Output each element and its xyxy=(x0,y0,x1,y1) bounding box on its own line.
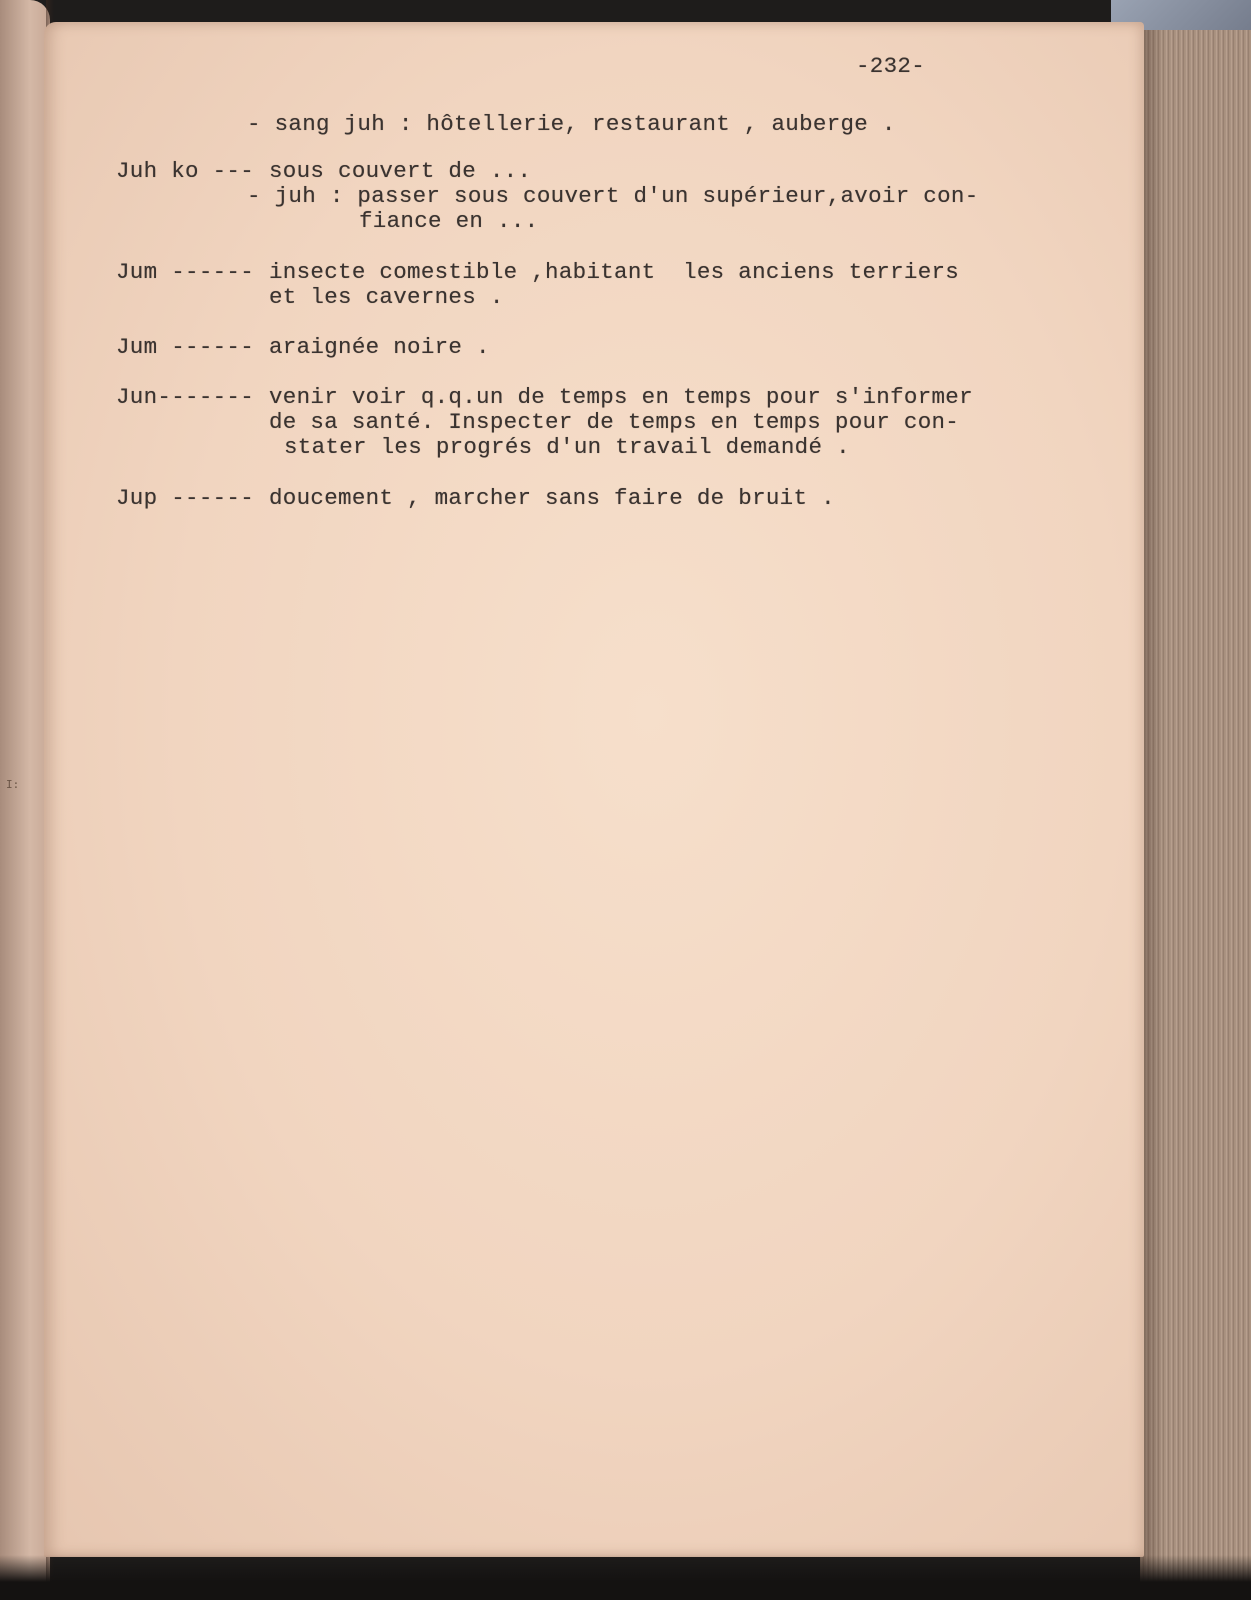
entry-headword: Jum ------ xyxy=(116,334,255,360)
entry-headword: Juh ko --- xyxy=(116,158,255,184)
entry-headword: Jum ------ xyxy=(116,259,255,285)
entry-line: doucement , marcher sans faire de bruit . xyxy=(269,485,835,511)
entry-line: fiance en ... xyxy=(359,208,539,234)
previous-page-edge xyxy=(0,0,50,1600)
margin-mark: I: xyxy=(6,778,20,791)
entry-line: - juh : passer sous couvert d'un supérieur,avoir con- xyxy=(247,183,979,209)
page-number: -232- xyxy=(856,53,926,79)
typed-page xyxy=(44,22,1144,1557)
entry-line: venir voir q.q.un de temps en temps pour s'informer xyxy=(269,384,973,410)
table-surface xyxy=(0,1555,1251,1600)
entry-headword: Jun------- xyxy=(116,384,255,410)
entry-line: insecte comestible ,habitant les anciens terriers xyxy=(269,259,960,285)
entry-line: - sang juh : hôtellerie, restaurant , auberge . xyxy=(247,111,896,137)
entry-line: araignée noire . xyxy=(269,334,490,360)
entry-line: de sa santé. Inspecter de temps en temps pour con- xyxy=(269,409,960,435)
entry-line: et les cavernes . xyxy=(269,284,504,310)
entry-line: stater les progrés d'un travail demandé . xyxy=(284,434,850,460)
entry-line: sous couvert de ... xyxy=(269,158,532,184)
entry-headword: Jup ------ xyxy=(116,485,255,511)
